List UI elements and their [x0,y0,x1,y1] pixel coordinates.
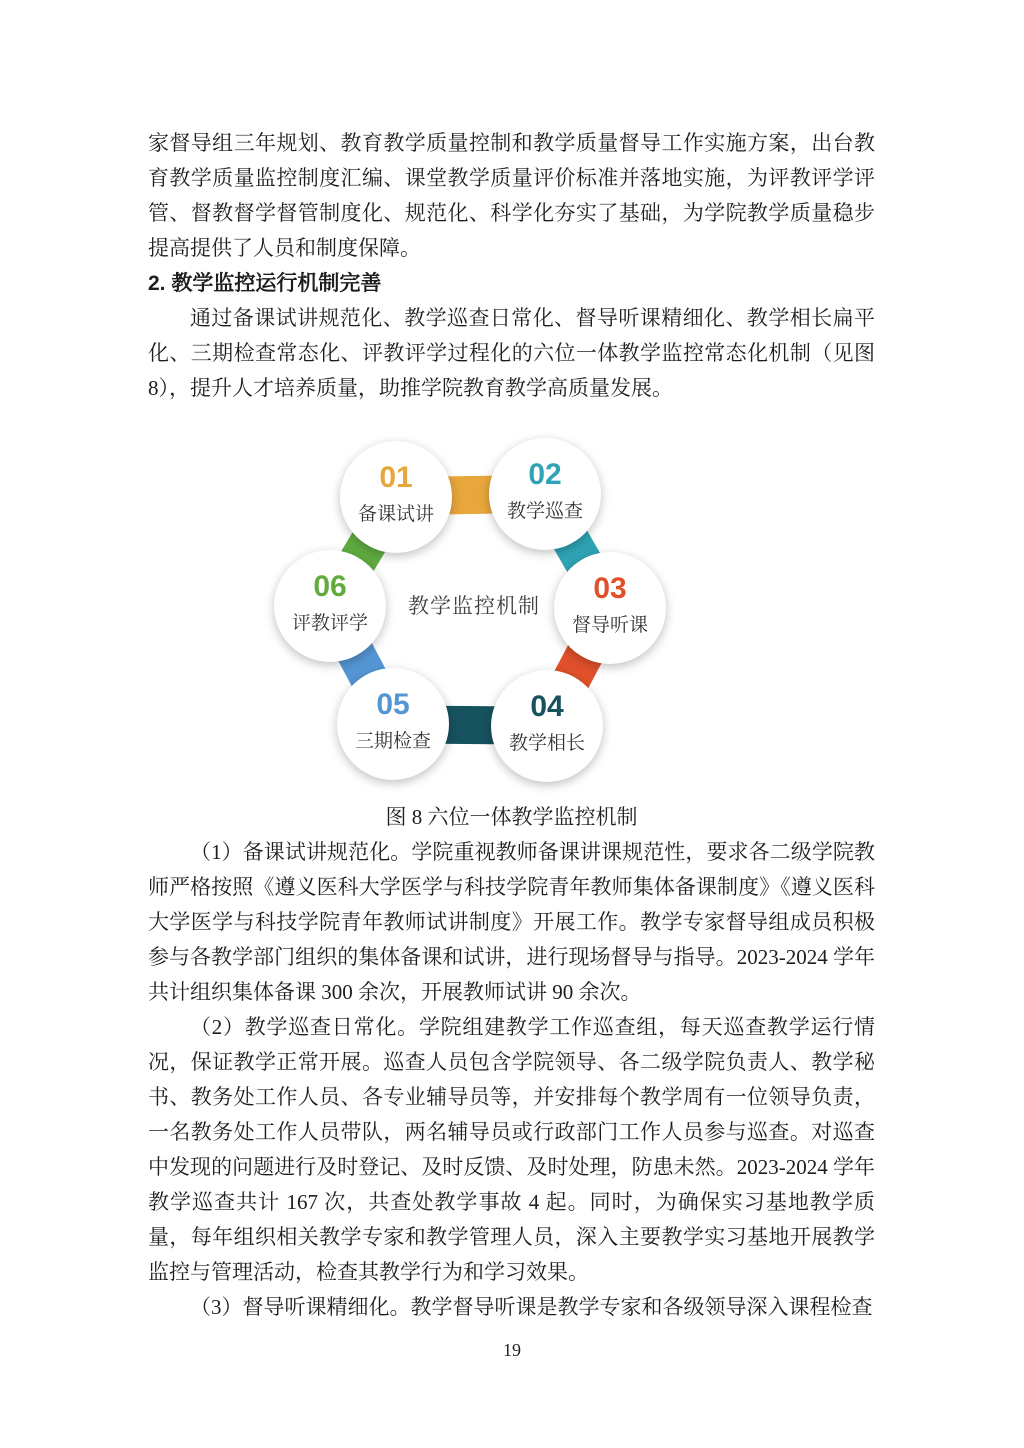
figure-node-02 [489,438,601,550]
paragraph-item2: （2）教学巡查日常化。学院组建教学工作巡查组，每天巡查教学运行情况，保证教学正常开展。巡查人员包含学院领导、各二级学院负责人、教学秘书、教务处工作人员、各专业辅导员等，并安排每个教学周有一位领导负责，一名教务处工作人员带队，两名辅导员或行政部门工作人员参与巡查。对巡查中发现的问题进行及时登记、及时反馈、及时处理，防患未然。2023-2024 学年教学巡查共计 167 次，共查处教学事故 4 起。同时，为确保实习基地教学质量，每年组织相关教学专家和教学管理人员，深入主要教学实习基地开展教学监控与管理活动，检查其教学行为和学习效果。 [148,1015,875,1284]
figure-node-04-number: 04 [530,689,564,723]
figure-node-01-label: 备课试讲 [357,504,434,526]
figure-node-06-label: 评教评学 [291,613,368,635]
section-heading: 2. 教学监控运行机制完善 [148,272,382,295]
figure-node-06 [274,550,386,662]
page-number: 19 [503,1340,521,1360]
figure-node-05 [337,668,449,780]
figure-node-05-number: 05 [376,687,410,721]
figure-caption: 图 8 六位一体教学监控机制 [385,805,638,829]
figure-node-05-label: 三期检查 [354,731,431,753]
figure-node-03-number: 03 [593,571,627,605]
teaching-monitoring-cycle-diagram [274,416,674,784]
figure-node-03-label: 督导听课 [571,615,648,637]
figure-node-04-label: 教学相长 [508,733,585,755]
figure-node-04 [491,670,603,782]
paragraph-continuation: 家督导组三年规划、教育教学质量控制和教学质量督导工作实施方案，出台教育教学质量监控制度汇编、课堂教学质量评价标准并落地实施，为评教评学评管、督教督学督管制度化、规范化、科学化夯实了基础，为学院教学质量稳步提高提供了人员和制度保障。 [148,131,875,260]
figure-node-01 [340,441,452,553]
paragraph-item3: （3）督导听课精细化。教学督导听课是教学专家和各级领导深入课程检查 [190,1295,873,1319]
figure-node-02-label: 教学巡查 [506,501,583,523]
page-content [148,126,875,1325]
figure-center-label: 教学监控机制 [408,595,540,618]
figure-8 [148,412,875,784]
figure-node-06-number: 06 [313,569,347,603]
figure-node-01-number: 01 [379,460,413,494]
figure-node-02-number: 02 [528,457,562,491]
paragraph-item1: （1）备课试讲规范化。学院重视教师备课讲课规范性，要求各二级学院教师严格按照《遵义医科大学医学与科技学院青年教师集体备课制度》《遵义医科大学医学与科技学院青年教师试讲制度》开展工作。教学专家督导组成员积极参与各教学部门组织的集体备课和试讲，进行现场督导与指导。2023-2024 学年共计组织集体备课 300 余次，开展教师试讲 90 余次。 [148,840,875,1004]
paragraph-intro: 通过备课试讲规范化、教学巡查日常化、督导听课精细化、教学相长扁平化、三期检查常态化、评教评学过程化的六位一体教学监控常态化机制（见图 8），提升人才培养质量，助推学院教育教学高质量发展。 [148,306,875,400]
